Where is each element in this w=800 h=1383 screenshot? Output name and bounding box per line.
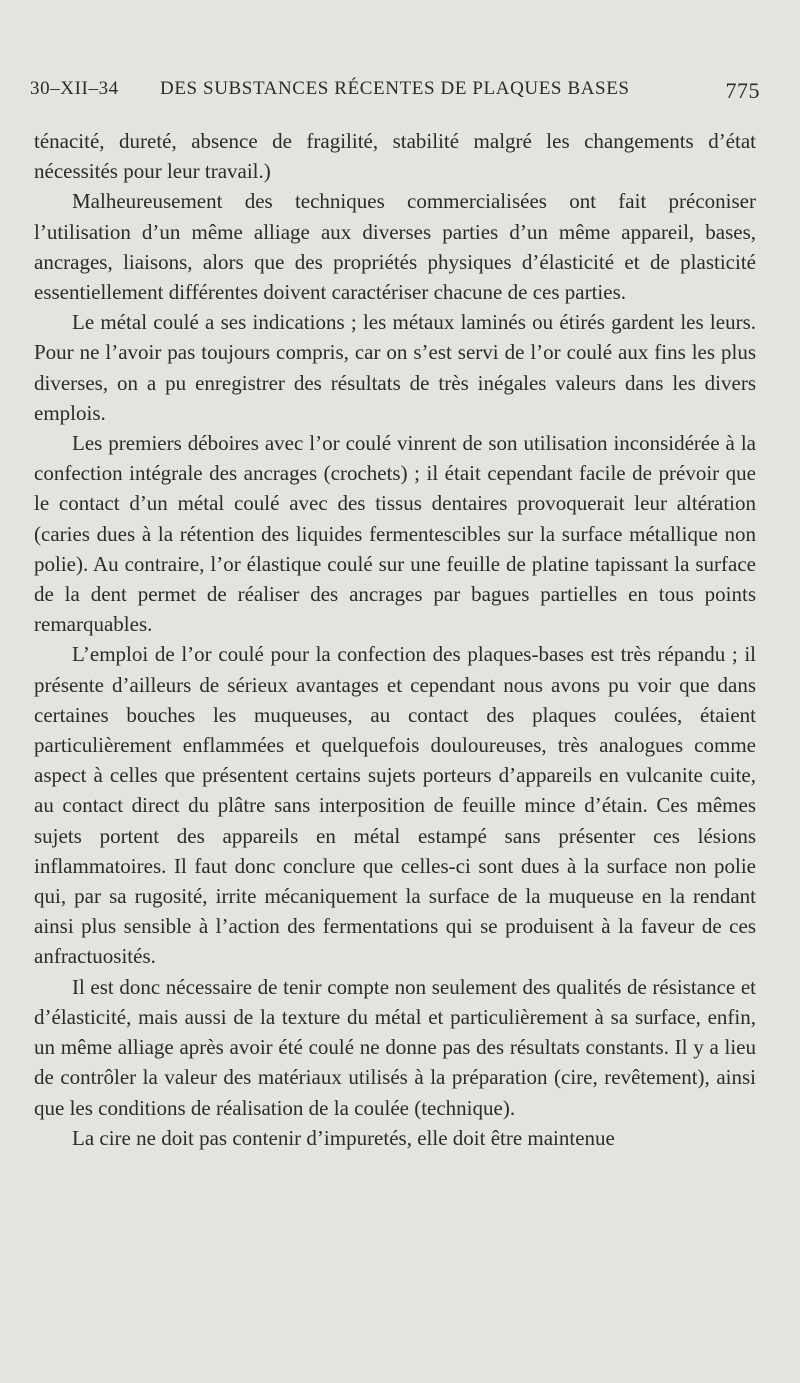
paragraph-wax: La cire ne doit pas contenir d’impuretés, elle doit être maintenue: [72, 1125, 615, 1150]
header-date-ref: 30–XII–34: [30, 78, 119, 99]
paragraph-continuation: ténacité, dureté, absence de fragilité, stabilité malgré les changements d’état nécessités pour leur travail.): [34, 129, 756, 184]
paragraph-cast-gold-plates: L’emploi de l’or coulé pour la confection des plaques-bases est très répandu ; il présente d’ailleurs de sérieux avantages et cependant nous avons pu voir que dans certaines bouches les muqueuses, au contact des plaques coulées, étaient particulièrement enflammées et quelquefois douloureuses, très analogues comme aspect à celles que présentent certains sujets porteurs d’appareils en vulcanite cuite, au contact direct du plâtre sans interposition de feuille mince d’étain. Ces mêmes sujets portent des appareils en métal estampé sans présenter ces lésions inflammatoires. Il faut donc conclure que celles-ci sont dues à la surface non polie qui, par sa rugosité, irrite mécaniquement la surface de la muqueuse en la rendant ainsi plus sensible à l’action des fermentations qui se produisent à la faveur de ces anfractuosités.: [34, 642, 756, 969]
body-text: [34, 126, 756, 1153]
header-title: DES SUBSTANCES RÉCENTES DE PLAQUES BASES: [160, 78, 630, 99]
paragraph-first-setbacks: Les premiers déboires avec l’or coulé vinrent de son utilisation inconsidérée à la confection intégrale des ancrages (crochets) ; il était cependant facile de prévoir que le contact d’un métal coulé avec des tissus dentaires provoquerait leur altération (caries dues à la rétention des liquides fermentescibles sur la surface métallique non polie). Au contraire, l’or élastique coulé sur une feuille de platine tapissant la surface de la dent permet de réaliser des ancrages par bagues partielles en tous points remarquables.: [34, 431, 756, 637]
page-number: 775: [725, 78, 760, 103]
paragraph-texture-control: Il est donc nécessaire de tenir compte non seulement des qualités de résistance et d’élasticité, mais aussi de la texture du métal et particulièrement à sa surface, enfin, un même alliage après avoir été coulé ne donne pas des résultats constants. Il y a lieu de contrôler la valeur des matériaux utilisés à la préparation (cire, revêtement), ainsi que les conditions de réalisation de la coulée (technique).: [34, 974, 756, 1120]
running-header: [30, 78, 760, 108]
paragraph-commercial-techniques: Malheureusement des techniques commercialisées ont fait préconiser l’utilisation d’un même alliage aux diverses parties d’un même appareil, bases, ancrages, liaisons, alors que des propriétés physiques d’élasticité et de plasticité essentiellement différentes doivent caractériser chacune de ces parties.: [34, 189, 756, 305]
paragraph-cast-metal-indications: Le métal coulé a ses indications ; les métaux laminés ou étirés gardent les leurs. Pour ne l’avoir pas toujours compris, car on s’est servi de l’or coulé aux fins les plus diverses, on a pu enregistrer des résultats de très inégales valeurs dans les divers emplois.: [34, 310, 756, 425]
